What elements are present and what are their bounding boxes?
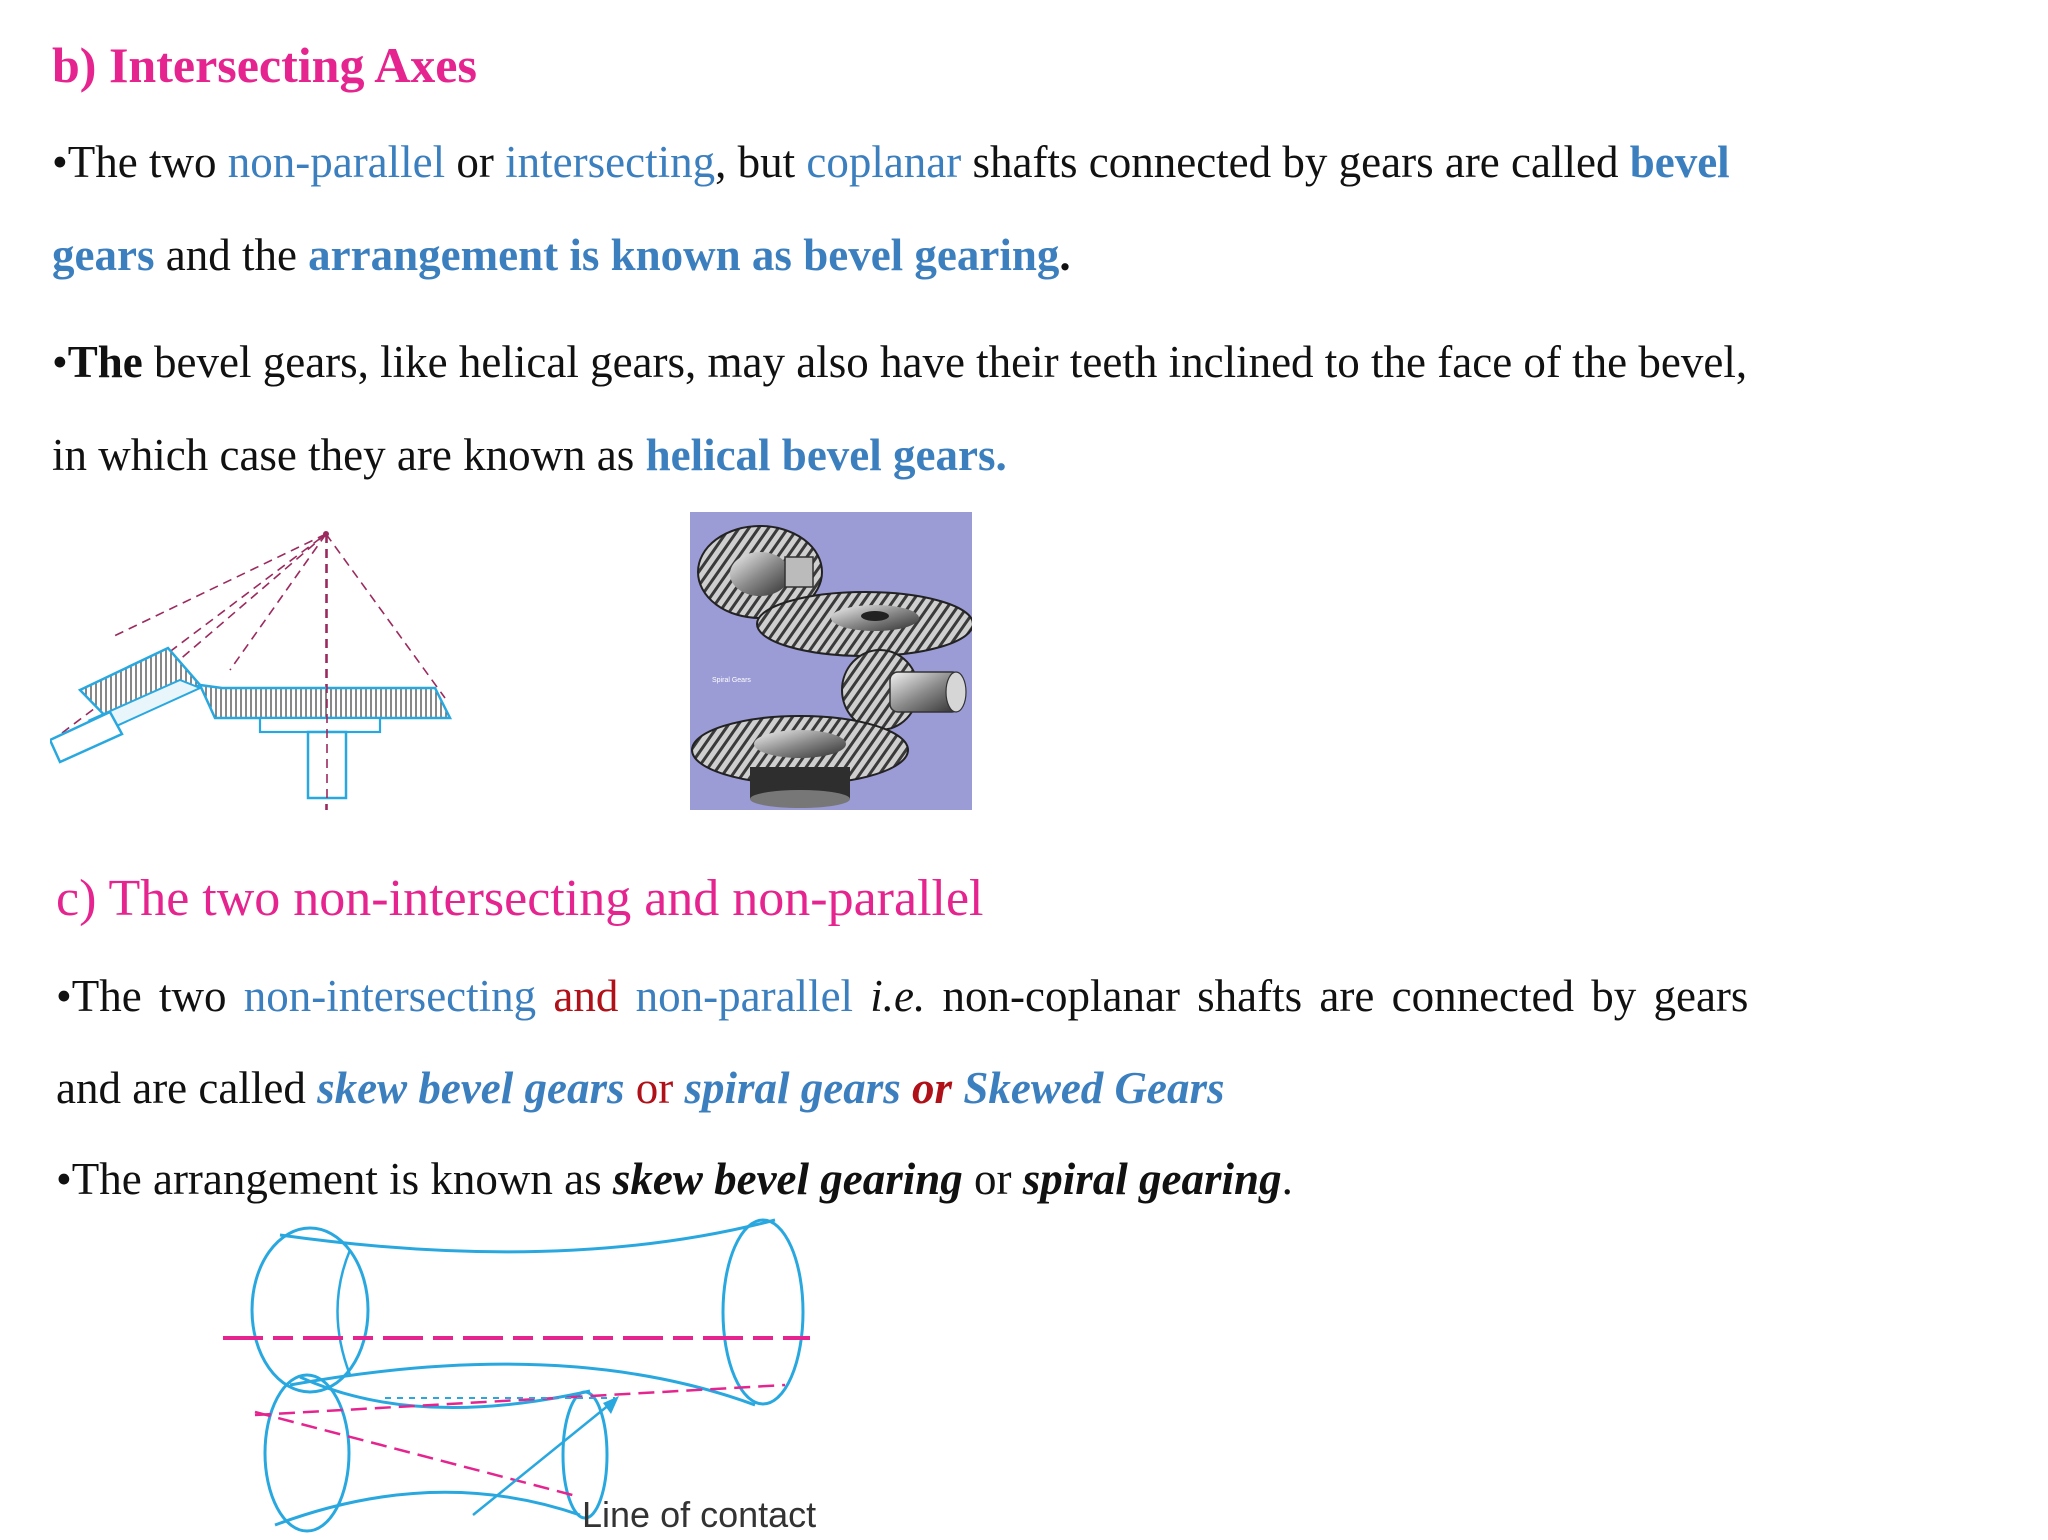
text: or — [445, 137, 506, 187]
text: shafts connected by gears are called — [961, 137, 1630, 187]
bullet: • — [52, 137, 68, 187]
photo-caption: Spiral Gears — [712, 677, 751, 684]
bullet: • — [56, 1154, 72, 1204]
text: non-coplanar shafts are connected by gears — [925, 971, 1749, 1021]
spiral-gears-photo — [690, 512, 972, 810]
term-spiral-gears: spiral gears — [684, 1063, 901, 1113]
text-ie: i.e. — [870, 971, 926, 1021]
text: or — [962, 1154, 1023, 1204]
skew-gear-drawing — [215, 1215, 880, 1535]
line-of-contact-caption: Line of contact — [582, 1494, 817, 1535]
term-skewed-gears: Skewed Gears — [963, 1063, 1225, 1113]
term-intersecting: intersecting — [505, 137, 716, 187]
text-bold: The — [67, 337, 143, 387]
term-helical-bevel-gears: helical bevel gears. — [645, 430, 1007, 480]
term-or-bold: or — [900, 1063, 964, 1113]
text: The two — [67, 137, 228, 187]
bullet: • — [56, 971, 72, 1021]
term-bevel: bevel — [1629, 137, 1730, 187]
bevel-gear-diagram — [50, 520, 460, 810]
text: bevel gears, like helical gears, may also have their teeth inclined to the face of the bevel, — [142, 337, 1748, 387]
term-or: or — [624, 1063, 685, 1113]
paragraph-helical-line-1 — [52, 337, 1748, 387]
term-gears: gears — [52, 230, 155, 280]
text — [853, 971, 870, 1021]
text: and are called — [56, 1063, 318, 1113]
text: in which case they are known as — [52, 430, 646, 480]
paragraph-skew-line-1 — [56, 971, 1749, 1021]
paragraph-bevel-line-2 — [52, 230, 1071, 280]
term-spiral-gearing: spiral gearing — [1022, 1154, 1282, 1204]
term-non-parallel: non-parallel — [635, 971, 854, 1021]
text: The two — [71, 971, 244, 1021]
term-and: and — [536, 971, 636, 1021]
paragraph-skew-line-2 — [56, 1063, 1225, 1113]
paragraph-helical-line-2 — [52, 430, 1007, 480]
paragraph-arrangement — [56, 1154, 1293, 1204]
text: . — [1281, 1154, 1293, 1204]
skew-gear-diagram — [215, 1215, 880, 1535]
bevel-gear-drawing — [50, 520, 460, 810]
term-non-intersecting: non-intersecting — [243, 971, 537, 1021]
text: , but — [715, 137, 807, 187]
heading-non-intersecting: c) The two non-intersecting and non-parallel — [56, 870, 984, 927]
text: and the — [154, 230, 309, 280]
paragraph-bevel-line-1 — [52, 137, 1730, 187]
text: The arrangement is known as — [71, 1154, 613, 1204]
term-skew-bevel-gearing: skew bevel gearing — [612, 1154, 963, 1204]
bullet: • — [52, 337, 68, 387]
text: . — [1059, 230, 1071, 280]
term-skew-bevel-gears: skew bevel gears — [317, 1063, 625, 1113]
term-bevel-gearing: arrangement is known as bevel gearing — [308, 230, 1060, 280]
heading-intersecting-axes: b) Intersecting Axes — [52, 37, 477, 93]
term-non-parallel: non-parallel — [227, 137, 446, 187]
term-coplanar: coplanar — [806, 137, 962, 187]
spiral-gears-image — [690, 512, 972, 810]
